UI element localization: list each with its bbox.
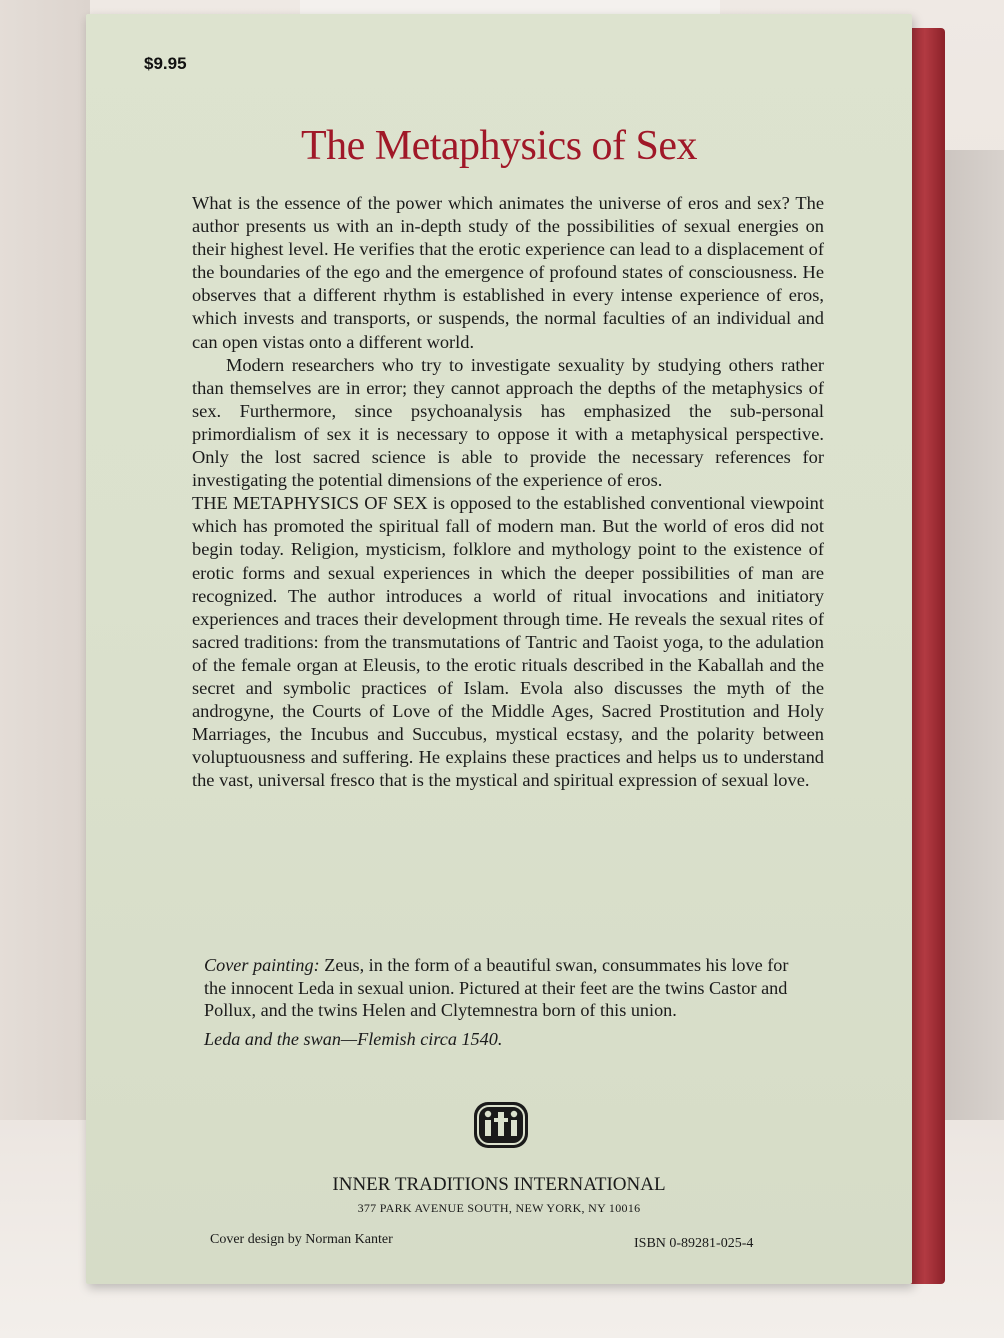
design-credit: Cover design by Norman Kanter xyxy=(210,1232,393,1247)
publisher-address: 377 PARK AVENUE SOUTH, NEW YORK, NY 10016 xyxy=(357,1201,641,1215)
caption-label: Cover painting: xyxy=(204,955,320,975)
caption-paragraph xyxy=(204,954,814,1022)
caption-text: Zeus, in the form of a beautiful swan, consummates his love for the innocent Leda in sexual union. Pictured at their feet are the twins Castor and Pollux, and the twins Helen and Clytemnestra born of this union. xyxy=(204,955,789,1020)
book-title: The Metaphysics of Sex xyxy=(300,123,698,169)
cover-painting-caption xyxy=(204,954,814,1050)
blurb-paragraph-2: Modern researchers who try to investigate sexuality by studying others rather than themselves are in error; they cannot approach the depths of the metaphysics of sex. Furthermore, since psychoanalysis has emphasized the sub-personal primordialism of sex it is necessary to oppose it with a metaphysical perspective. Only the lost sacred science is able to provide the necessary references for investigating the potential dimensions of the experience of eros. xyxy=(192,354,824,491)
publisher-logo-icon xyxy=(472,1100,530,1150)
price-label: $9.95 xyxy=(144,54,187,73)
blurb xyxy=(192,192,824,792)
blurb-paragraph-3: THE METAPHYSICS OF SEX is opposed to the established conventional viewpoint which has promoted the spiritual fall of modern man. But the world of eros did not begin today. Religion, mysticism, folklore and mythology point to the existence of erotic forms and sexual experiences in which the deeper possibilities of man are recognized. The author introduces a world of ritual invocations and initiatory experiences and traces their development through time. He reveals the sexual rites of sacred traditions: from the transmutations of Tantric and Taoist yoga, to the adulation of the female organ at Eleusis, to the erotic rituals described in the Kaballah and the secret and symbolic practices of Islam. Evola also discusses the myth of the androgyne, the Courts of Love of the Middle Ages, Sacred Prostitution and Holy Marriages, the Incubus and Succubus, mystical ecstasy, and the polarity between voluptuousness and suffering. He explains these practices and helps us to understand the vast, universal fresco that is the mystical and spiritual expression of sexual love. xyxy=(192,493,824,791)
blurb-paragraph-1: What is the essence of the power which animates the universe of eros and sex? The author presents us with an in-depth study of the possibilities of sexual energies on their highest level. He verifies that the erotic experience can lead to a displacement of the boundaries of the ego and the emergence of profound states of consciousness. He observes that a different rhythm is established in every intense experience of eros, which invests and transports, or suspends, the normal faculties of an individual and can open vistas onto a different world. xyxy=(192,193,824,352)
painting-credit: Leda and the swan—Flemish circa 1540. xyxy=(204,1028,503,1049)
isbn-number: ISBN 0-89281-025-4 xyxy=(634,1236,754,1251)
book-back-cover xyxy=(86,14,912,1284)
publisher-name: INNER TRADITIONS INTERNATIONAL xyxy=(332,1174,666,1195)
